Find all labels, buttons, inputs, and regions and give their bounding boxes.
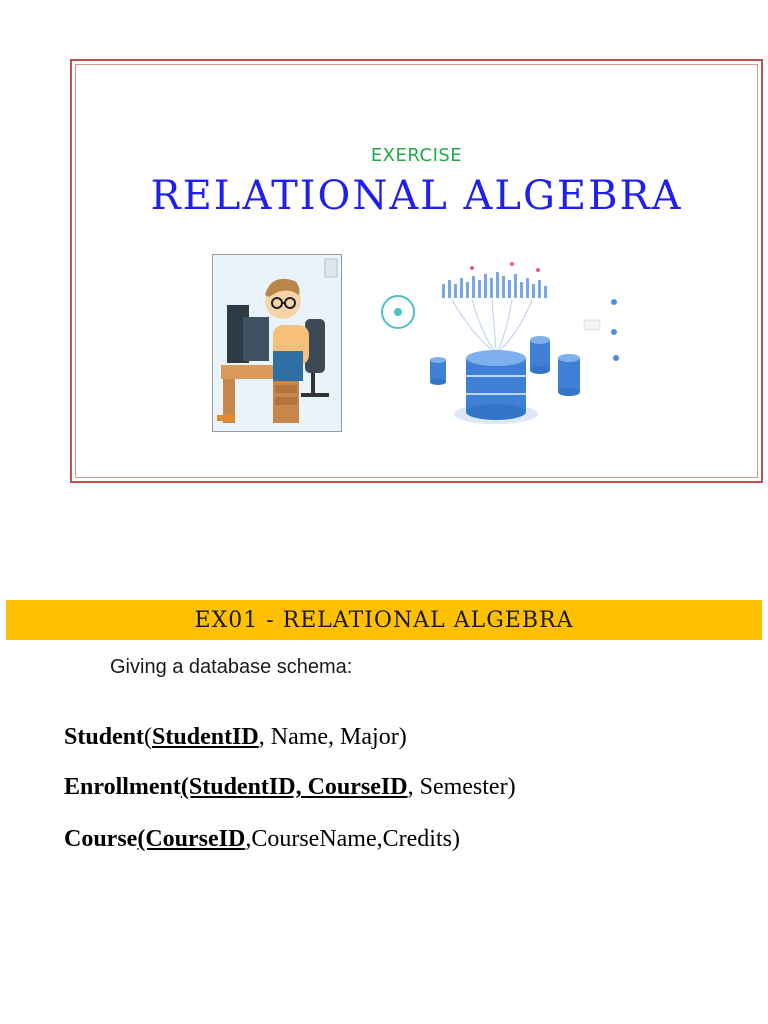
schema-student [64, 724, 407, 751]
relation-name: Enrollment [64, 774, 181, 800]
schema-course [64, 826, 460, 853]
attributes: , Semester) [407, 774, 516, 800]
relation-name: Student [64, 724, 145, 750]
primary-key: (StudentID, CourseID [180, 774, 408, 800]
primary-key: (CourseID [137, 826, 246, 852]
schema-enrollment [64, 774, 516, 801]
intro-text: Giving a database schema: [110, 656, 353, 678]
section-header-band [6, 600, 762, 640]
exercise-label: EXERCISE [370, 145, 463, 166]
attributes: , Name, Major) [258, 724, 407, 750]
primary-key: StudentID [152, 724, 259, 750]
open-paren: ( [144, 724, 153, 750]
section-title: EX01 - RELATIONAL ALGEBRA [194, 608, 574, 633]
cover-frame [70, 59, 763, 483]
attributes: ,CourseName,Credits) [245, 826, 460, 852]
developer-illustration-icon [212, 254, 342, 432]
relation-name: Course [64, 826, 138, 852]
cover-title: RELATIONAL ALGEBRA [150, 173, 683, 219]
database-illustration-icon [362, 254, 632, 432]
